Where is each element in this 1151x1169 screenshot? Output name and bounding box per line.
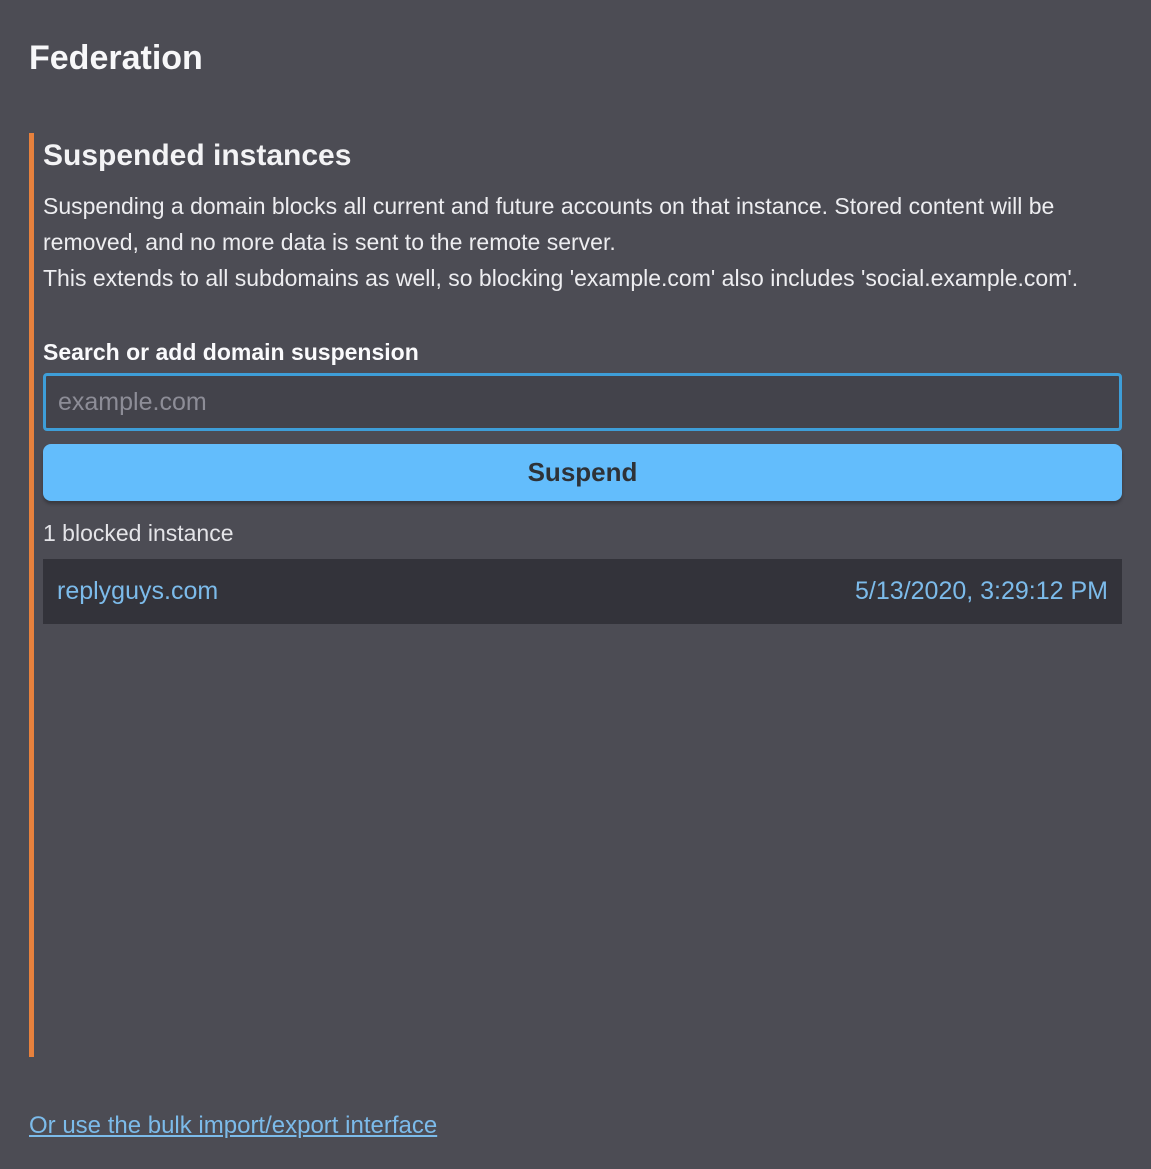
description-line-2: This extends to all subdomains as well, so blocking 'example.com' also includes 'social.example.com'. [43, 265, 1079, 291]
bulk-import-export-link[interactable]: Or use the bulk import/export interface [29, 1112, 438, 1139]
suspended-instances-section [29, 133, 1122, 1057]
blocked-domain-link[interactable]: replyguys.com [57, 577, 219, 605]
suspend-button[interactable]: Suspend [43, 444, 1122, 501]
domain-search-input[interactable] [43, 373, 1122, 431]
description-line-1: Suspending a domain blocks all current and future accounts on that instance. Stored content will be removed, and no more data is sent to the remote server. [43, 193, 1055, 255]
domain-search-label: Search or add domain suspension [43, 339, 419, 365]
suspension-timestamp: 5/13/2020, 3:29:12 PM [855, 577, 1108, 605]
blocked-instances-list [43, 559, 1122, 624]
section-description [43, 188, 1122, 296]
blocked-count: 1 blocked instance [43, 520, 234, 546]
blocked-instance-row [43, 559, 1122, 624]
section-heading: Suspended instances [43, 139, 352, 172]
page-title: Federation [29, 39, 203, 77]
